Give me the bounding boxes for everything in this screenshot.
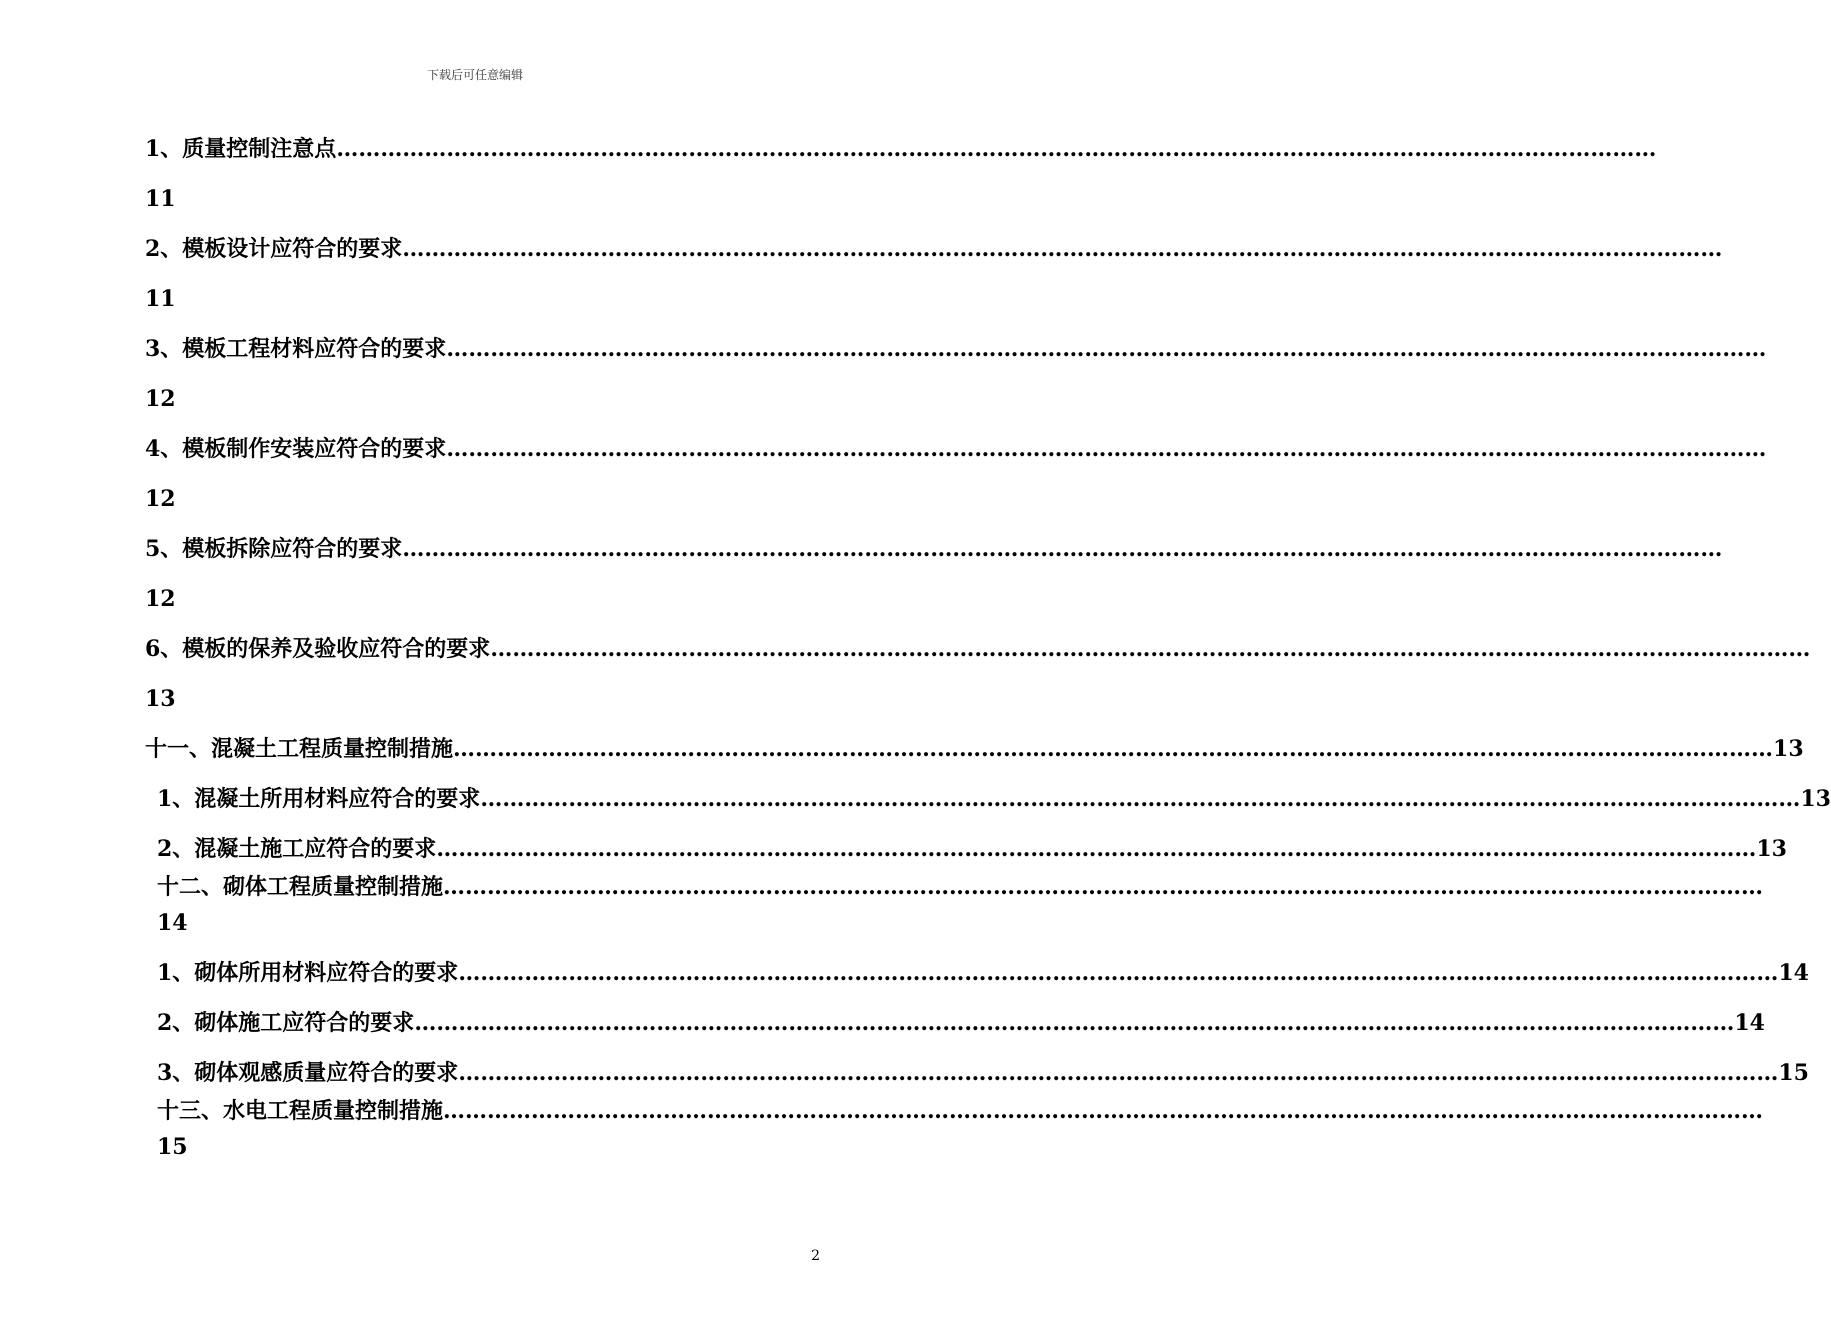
toc-leader-dots: ……………………………………………………………………………………………………………………………………………………………… [414, 1010, 1735, 1036]
toc-entry-title: 5、模板拆除应符合的要求 [145, 536, 403, 562]
toc-entry-page: 12 [145, 386, 176, 412]
toc-entry-concrete-construction[interactable] [157, 834, 1787, 864]
toc-entry-page: 13 [1773, 736, 1804, 762]
toc-entry-page: 12 [145, 586, 176, 612]
toc-entry-title: 十二、砌体工程质量控制措施 [157, 874, 444, 900]
toc-entry-masonry-materials[interactable] [157, 958, 1809, 988]
toc-entry-title: 6、模板的保养及验收应符合的要求 [145, 636, 491, 662]
toc-entry-formwork-installation[interactable] [145, 434, 1767, 464]
toc-leader-dots: ……………………………………………………………………………………………………………………………………………………………… [453, 736, 1774, 762]
header-note: 下载后可任意编辑 [426, 68, 523, 82]
toc-entry-title: 十三、水电工程质量控制措施 [157, 1098, 444, 1124]
toc-entry-page: 12 [145, 486, 176, 512]
toc-section-masonry[interactable] [157, 872, 1764, 902]
toc-entry-title: 1、质量控制注意点 [145, 136, 337, 162]
toc-leader-dots: ……………………………………………………………………………………………………………………………………………………………… [436, 836, 1757, 862]
toc-entry-page: 13 [1756, 836, 1787, 862]
toc-entry-title: 2、模板设计应符合的要求 [145, 236, 403, 262]
toc-entry-title: 1、砌体所用材料应符合的要求 [157, 960, 459, 986]
toc-entry-masonry-appearance[interactable] [157, 1058, 1809, 1088]
toc-entry-concrete-materials[interactable] [157, 784, 1831, 814]
toc-leader-dots: ……………………………………………………………………………………………………………………………………………………………… [402, 236, 1723, 262]
toc-leader-dots: ……………………………………………………………………………………………………………………………………………………………… [443, 874, 1764, 900]
toc-entry-title: 2、混凝土施工应符合的要求 [157, 836, 437, 862]
toc-entry-formwork-removal[interactable] [145, 534, 1723, 564]
toc-leader-dots: ……………………………………………………………………………………………………………………………………………………………… [446, 336, 1767, 362]
toc-leader-dots: ……………………………………………………………………………………………………………………………………………………………… [490, 636, 1811, 662]
toc-entry-page: 15 [157, 1134, 188, 1160]
toc-entry-quality-points[interactable] [145, 134, 1657, 164]
toc-leader-dots: ……………………………………………………………………………………………………………………………………………………………… [443, 1098, 1764, 1124]
toc-entry-page: 15 [1778, 1060, 1809, 1086]
toc-entry-page: 11 [145, 186, 176, 212]
toc-entry-masonry-construction[interactable] [157, 1008, 1765, 1038]
toc-section-plumbing-electrical[interactable] [157, 1096, 1764, 1126]
toc-entry-formwork-maintenance[interactable] [145, 634, 1811, 664]
toc-entry-title: 2、砌体施工应符合的要求 [157, 1010, 415, 1036]
toc-entry-page: 14 [157, 910, 188, 936]
toc-entry-page: 11 [145, 286, 176, 312]
toc-leader-dots: ……………………………………………………………………………………………………………………………………………………………… [402, 536, 1723, 562]
toc-entry-page: 13 [1800, 786, 1831, 812]
toc-entry-page: 14 [1734, 1010, 1765, 1036]
toc-entry-formwork-design[interactable] [145, 234, 1723, 264]
toc-leader-dots: ……………………………………………………………………………………………………………………………………………………………… [480, 786, 1801, 812]
toc-entry-title: 1、混凝土所用材料应符合的要求 [157, 786, 481, 812]
toc-entry-page: 14 [1778, 960, 1809, 986]
toc-leader-dots: ……………………………………………………………………………………………………………………………………………………………… [446, 436, 1767, 462]
toc-entry-title: 4、模板制作安装应符合的要求 [145, 436, 447, 462]
page-number: 2 [811, 1248, 820, 1264]
toc-entry-formwork-materials[interactable] [145, 334, 1767, 364]
toc-section-concrete[interactable] [145, 734, 1804, 764]
toc-leader-dots: ……………………………………………………………………………………………………………………………………………………………… [458, 1060, 1779, 1086]
toc-entry-title: 3、模板工程材料应符合的要求 [145, 336, 447, 362]
toc-entry-title: 3、砌体观感质量应符合的要求 [157, 1060, 459, 1086]
toc-leader-dots: ……………………………………………………………………………………………………………………………………………………………… [458, 960, 1779, 986]
toc-entry-title: 十一、混凝土工程质量控制措施 [145, 736, 454, 762]
toc-entry-page: 13 [145, 686, 176, 712]
toc-leader-dots: ……………………………………………………………………………………………………………………………………………………………… [336, 136, 1657, 162]
